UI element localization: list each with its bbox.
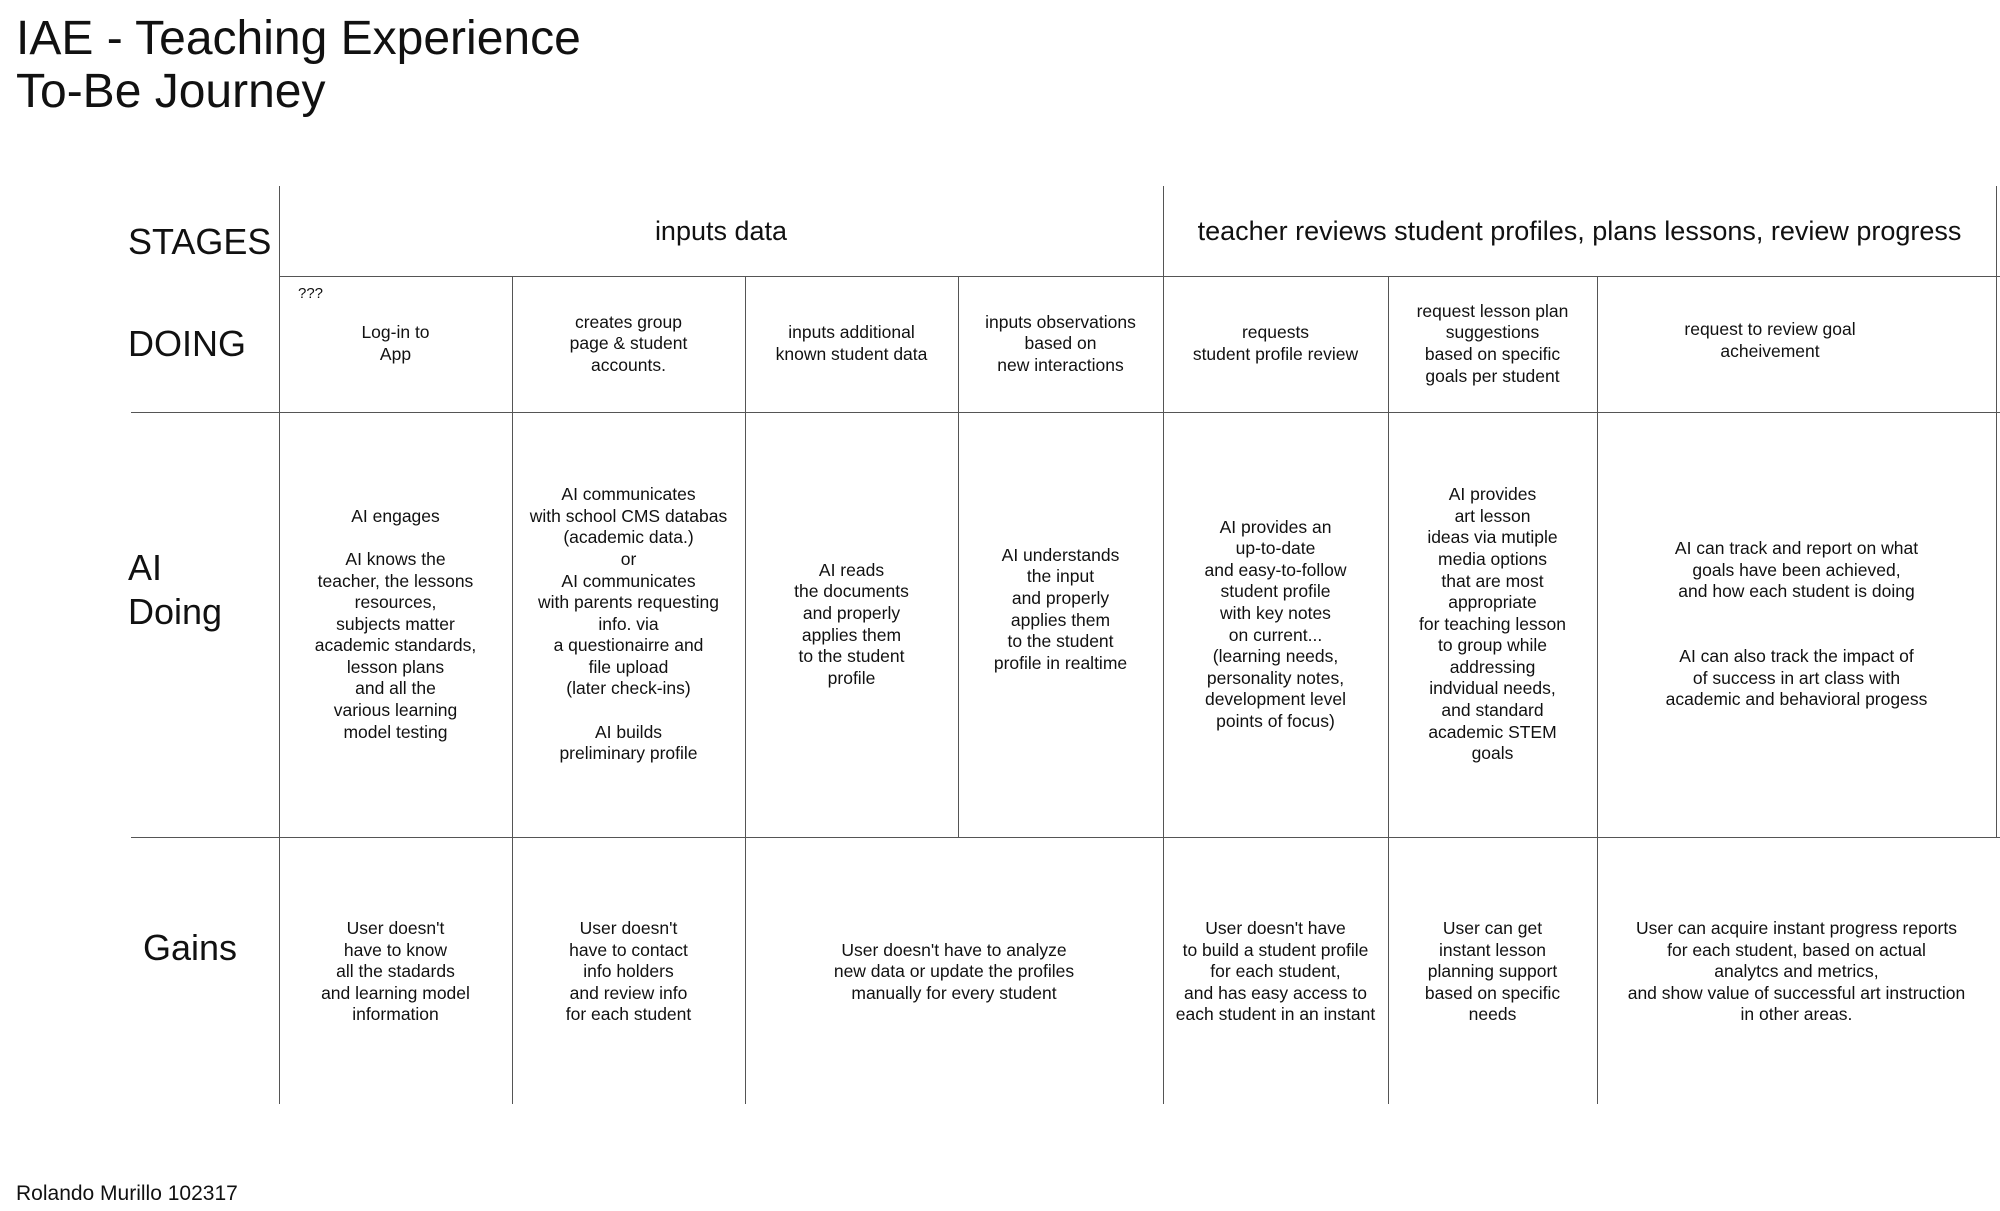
divider-col-8 bbox=[1996, 186, 1997, 837]
ai-cell-engages: AI engages AI knows the teacher, the lessons resources, subjects matter academic standards, lesson plans and all the various learning model testing bbox=[314, 505, 477, 742]
row-label-gains: Gains bbox=[143, 927, 238, 968]
row-label-ai: AI bbox=[128, 547, 163, 588]
doing-cell-request-lesson-plan: request lesson plan suggestions based on specific goals per student bbox=[1416, 300, 1569, 386]
ai-cell-track-report: AI can track and report on what goals have been achieved, and how each student is doing AI can also track the impact of of success in art class with academic and behavioral progess bbox=[1665, 538, 1928, 710]
gains-cell-build-profile: User doesn't have to build a student profile for each student, and has easy access to each student in an instant bbox=[1175, 918, 1376, 1025]
gains-cell-contact-info: User doesn't have to contact info holders and review info for each student bbox=[565, 918, 692, 1025]
ai-cell-communicates: AI communicates with school CMS databas (academic data.) or AI communicates with parents requesting info. via a questionairre and file upload (later check-ins) AI builds preliminary profile bbox=[529, 484, 728, 764]
doing-cell-request-profile-review: requests student profile review bbox=[1192, 322, 1359, 364]
ai-cell-provides-profile: AI provides an up-to-date and easy-to-follow student profile with key notes on current... (learning needs, personality notes, development level points of focus) bbox=[1204, 516, 1347, 731]
title-line-2: To-Be Journey bbox=[16, 65, 326, 118]
doing-note: ??? bbox=[298, 285, 324, 302]
doing-cell-create-group: creates group page & student accounts. bbox=[569, 311, 688, 375]
gains-cell-analyze-data: User doesn't have to analyze new data or update the profiles manually for every student bbox=[833, 939, 1075, 1003]
author-footer: Rolando Murillo 102317 bbox=[16, 1182, 238, 1205]
doing-cell-request-goal-review: request to review goal acheivement bbox=[1684, 319, 1856, 361]
doing-cell-login: Log-in to App bbox=[361, 322, 430, 364]
doing-cell-input-observations: inputs observations based on new interactions bbox=[985, 311, 1136, 375]
row-label-doing-word: Doing bbox=[128, 591, 223, 632]
ai-cell-reads-documents: AI reads the documents and properly applies them to the student profile bbox=[794, 559, 909, 688]
gains-cell-standards: User doesn't have to know all the stadards and learning model information bbox=[321, 918, 470, 1025]
stage-cell-inputs-data bbox=[279, 206, 1163, 256]
stage-label: inputs data bbox=[654, 216, 788, 246]
row-label-doing: DOING bbox=[128, 323, 247, 364]
doing-cell-input-student-data: inputs additional known student data bbox=[775, 322, 928, 364]
row-label-stages: STAGES bbox=[128, 221, 272, 262]
gains-cell-lesson-support: User can get instant lesson planning support based on specific needs bbox=[1424, 918, 1561, 1025]
stage-label: teacher reviews student profiles, plans lessons, review progress bbox=[1197, 216, 1962, 246]
page-title bbox=[16, 12, 581, 118]
stage-cell-teacher-reviews bbox=[1163, 206, 1996, 256]
ai-cell-provides-lesson-ideas: AI provides art lesson ideas via mutiple media options that are most appropriate for teaching lesson to group while addressing indvidual needs, and standard academic STEM goals bbox=[1419, 484, 1566, 764]
title-line-1: IAE - Teaching Experience bbox=[16, 12, 581, 65]
ai-cell-understands-input: AI understands the input and properly applies them to the student profile in realtime bbox=[993, 544, 1128, 673]
row-label-ai-doing bbox=[128, 546, 222, 634]
gains-cell-progress-reports: User can acquire instant progress reports for each student, based on actual analytcs and metrics, and show value of successful art instruction in other areas. bbox=[1627, 918, 1966, 1025]
